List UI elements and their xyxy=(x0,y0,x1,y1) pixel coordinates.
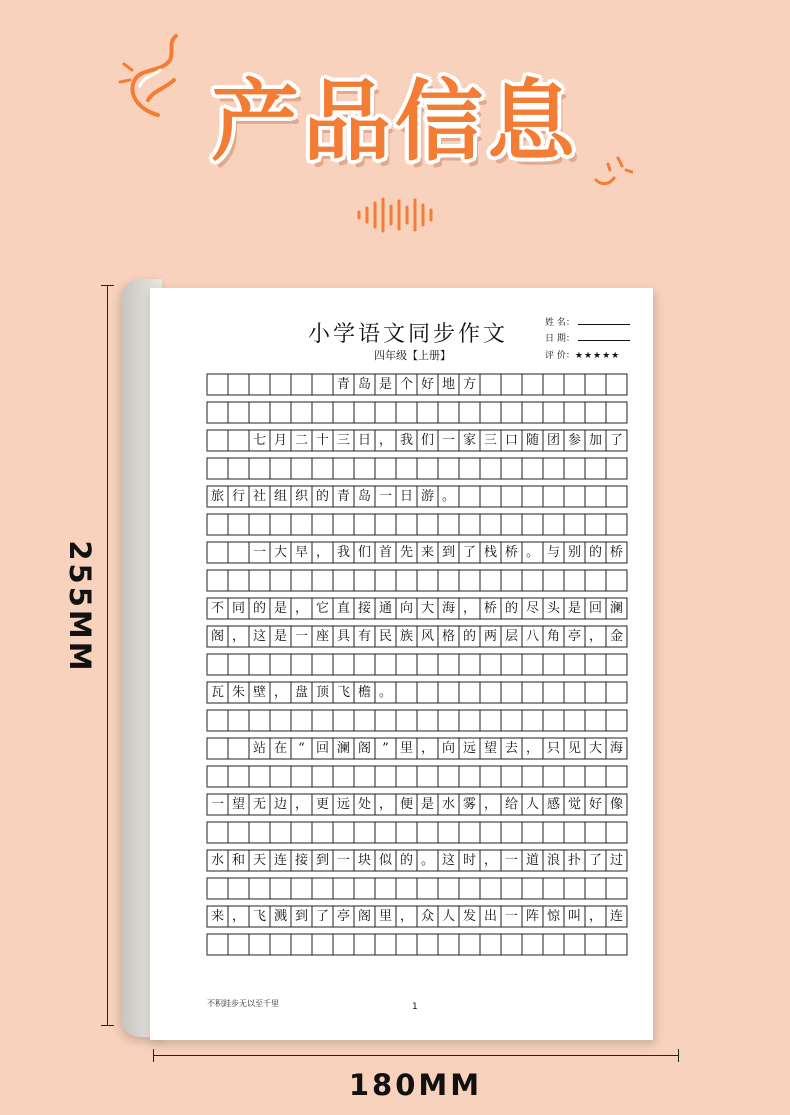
grid-cell-char: 更 xyxy=(315,797,329,812)
composition-paper xyxy=(150,288,653,1040)
grid-cell-char: 接 xyxy=(357,601,371,616)
grid-cell-char: 岛 xyxy=(357,489,371,504)
grid-cell-char: 回 xyxy=(315,741,329,756)
grid-cell-char: 飞 xyxy=(252,909,266,924)
grid-cell-char: ， xyxy=(462,601,476,616)
grid-cell-char: 一 xyxy=(441,433,455,448)
grid-cell-char: 水 xyxy=(441,797,455,812)
grid-cell-char: 的 xyxy=(399,853,413,868)
grid-cell-char: 八 xyxy=(525,629,539,644)
grid-cell-char: 的 xyxy=(588,545,602,560)
grid-cell-char: 日 xyxy=(399,489,413,504)
grid-cell-char: 社 xyxy=(252,489,266,504)
grid-cell-char: 桥 xyxy=(483,601,497,616)
grid-cell-char: 头 xyxy=(546,601,560,616)
grid-cell-char: 这 xyxy=(252,629,266,644)
grid-cell-char: 众 xyxy=(420,909,434,924)
grid-cell-char: 。 xyxy=(525,545,539,560)
grid-cell-char: 一 xyxy=(210,797,224,812)
grid-cell-char: 浪 xyxy=(546,853,560,868)
grid-cell-char: 我 xyxy=(399,433,413,448)
grid-cell-char: 到 xyxy=(441,545,455,560)
grid-cell-char: 织 xyxy=(294,489,308,504)
grid-cell-char: 的 xyxy=(504,601,518,616)
grid-cell-char: 向 xyxy=(441,741,455,756)
grid-cell-char: 与 xyxy=(546,545,560,560)
page-number: 1 xyxy=(412,1002,418,1012)
height-dimension-cap-top xyxy=(101,285,114,286)
grid-cell-char: 风 xyxy=(420,629,434,644)
grid-cell-char: 有 xyxy=(357,629,371,644)
grid-cell-char: 组 xyxy=(273,489,287,504)
grid-cell-char: 觉 xyxy=(567,797,581,812)
grid-cell-char: 盘 xyxy=(294,685,308,700)
grid-cell-char: 道 xyxy=(525,853,539,868)
grid-cell-char: 在 xyxy=(273,741,287,756)
grid-cell-char: 不 xyxy=(210,601,224,616)
grid-cell-char: 口 xyxy=(504,433,518,448)
grid-cell-char: 族 xyxy=(399,629,413,644)
grid-cell-char: ， xyxy=(378,797,392,812)
grid-cell-char: 发 xyxy=(462,909,476,924)
grid-cell-char: 一 xyxy=(378,489,392,504)
grid-cell-char: ， xyxy=(525,741,539,756)
grid-cell-char: 檐 xyxy=(357,685,371,700)
grid-cell-char: 旅 xyxy=(210,489,224,504)
grid-cell-char: 海 xyxy=(441,601,455,616)
grid-cell-char: ， xyxy=(399,909,413,924)
grid-cell-char: 望 xyxy=(231,797,245,812)
grid-cell-char: 澜 xyxy=(609,601,623,616)
grid-cell-char: 大 xyxy=(420,601,434,616)
grid-cell-char: 直 xyxy=(336,601,350,616)
grid-cell-char: 壁 xyxy=(252,685,266,700)
grid-cell-char: 水 xyxy=(210,853,224,868)
grid-cell-char: 溅 xyxy=(273,909,287,924)
grid-cell-char: 人 xyxy=(441,909,455,924)
grid-cell-char: 大 xyxy=(588,741,602,756)
grid-cell-char: 了 xyxy=(588,853,602,868)
grid-cell-char: 层 xyxy=(504,629,518,644)
grid-cell-char: 一 xyxy=(504,909,518,924)
grid-cell-char: 望 xyxy=(483,741,497,756)
grid-cell-char: 瓦 xyxy=(210,685,224,700)
grid-cell-char: 似 xyxy=(378,853,392,868)
grid-cell-char: 阁 xyxy=(357,909,371,924)
footer-motto: 不积跬步无以至千里 xyxy=(207,999,279,1008)
grid-cell-char: ， xyxy=(483,853,497,868)
grid-cell-char: 便 xyxy=(399,797,413,812)
grid-cell-char: 是 xyxy=(378,377,392,392)
grid-cell-char: ， xyxy=(273,685,287,700)
grid-cell-char: 。 xyxy=(441,489,455,504)
grid-cell-char: 好 xyxy=(588,797,602,812)
grid-cell-char: 里 xyxy=(399,741,413,756)
grid-cell-char: 亭 xyxy=(567,629,581,644)
grid-cell-char: ， xyxy=(294,601,308,616)
grid-cell-char: 远 xyxy=(336,797,350,812)
grid-cell-char: 海 xyxy=(609,741,623,756)
grid-cell-char: “ xyxy=(298,741,305,756)
grid-cell-char: 扑 xyxy=(567,853,581,868)
grid-cell-char: ， xyxy=(588,909,602,924)
grid-cell-char: 民 xyxy=(378,629,392,644)
grid-cell-char: 具 xyxy=(336,629,350,644)
grid-cell-char: 同 xyxy=(231,601,245,616)
grid-cell-char: 参 xyxy=(567,433,581,448)
grid-cell-char: 回 xyxy=(588,601,602,616)
grid-cell-char: 一 xyxy=(336,853,350,868)
grid-cell-char: 的 xyxy=(252,601,266,616)
height-dimension-line xyxy=(107,285,108,1025)
grid-cell-char: 惊 xyxy=(546,909,560,924)
grid-cell-char: 澜 xyxy=(336,741,350,756)
grid-cell-char: 边 xyxy=(273,797,287,812)
height-dimension-cap-bottom xyxy=(101,1025,114,1026)
grid-cell-char: 顶 xyxy=(315,685,329,700)
grid-cell-char: 二 xyxy=(294,433,308,448)
grid-cell-char: 栈 xyxy=(483,545,497,560)
grid-cell-char: 的 xyxy=(462,629,476,644)
grid-cell-char: 桥 xyxy=(609,545,623,560)
grid-cell-char: 时 xyxy=(462,853,476,868)
grid-cell-char: 块 xyxy=(357,853,371,868)
grid-cell-char: 团 xyxy=(546,433,560,448)
grid-cell-char: 角 xyxy=(546,629,560,644)
grid-cell-char: 青 xyxy=(336,377,350,392)
grid-cell-char: 七 xyxy=(252,433,266,448)
grid-cell-char: 一 xyxy=(252,545,266,560)
grid-cell-char: 。 xyxy=(420,853,434,868)
grid-cell-char: 是 xyxy=(567,601,581,616)
document-title: 小学语文同步作文 xyxy=(308,322,509,347)
grid-cell-char: 连 xyxy=(609,909,623,924)
grid-cell-char: 别 xyxy=(567,545,581,560)
grid-cell-char: 到 xyxy=(315,853,329,868)
grid-cell-char: 见 xyxy=(567,741,581,756)
grid-cell-char: 感 xyxy=(546,797,560,812)
grid-cell-char: 们 xyxy=(420,433,434,448)
grid-cell-char: 随 xyxy=(525,433,539,448)
grid-cell-char: 站 xyxy=(252,741,266,756)
grid-cell-char: ， xyxy=(483,797,497,812)
width-dimension-cap-left xyxy=(153,1049,154,1062)
grid-cell-char: 天 xyxy=(252,853,266,868)
grid-cell-char: 家 xyxy=(462,433,476,448)
rating-stars: ★★★★★ xyxy=(574,351,621,361)
grid-cell-char: 阁 xyxy=(210,629,224,644)
grid-cell-char: 两 xyxy=(483,629,497,644)
grid-cell-char: 向 xyxy=(399,601,413,616)
grid-cell-char: 一 xyxy=(294,629,308,644)
grid-cell-char: 飞 xyxy=(336,685,350,700)
grid-cell-char: 是 xyxy=(420,797,434,812)
grid-cell-char: 来 xyxy=(420,545,434,560)
grid-cell-char: 叫 xyxy=(567,909,581,924)
grid-cell-char: 无 xyxy=(252,797,266,812)
grid-cell-char: 处 xyxy=(357,797,371,812)
grid-cell-char: 给 xyxy=(504,797,518,812)
grid-cell-char: 首 xyxy=(378,545,392,560)
grid-cell-char: 通 xyxy=(378,601,392,616)
sound-wave-icon xyxy=(355,195,439,235)
grid-cell-char: 和 xyxy=(231,853,245,868)
grid-cell-char: 是 xyxy=(273,601,287,616)
grid-cell-char: 阁 xyxy=(357,741,371,756)
grid-cell-char: 月 xyxy=(273,433,287,448)
grid-cell-char: 这 xyxy=(441,853,455,868)
grid-cell-char: 格 xyxy=(441,629,455,644)
grid-cell-char: 好 xyxy=(420,377,434,392)
grid-cell-char: 人 xyxy=(525,797,539,812)
grid-cell-char: 阵 xyxy=(525,909,539,924)
grid-cell-char: 过 xyxy=(609,853,623,868)
width-dimension-cap-right xyxy=(678,1049,679,1062)
grid-cell-char: 座 xyxy=(315,629,329,644)
grid-cell-char: 地 xyxy=(441,377,455,392)
rating-label: 评 价： xyxy=(545,351,575,361)
grid-cell-char: ， xyxy=(378,433,392,448)
grid-cell-char: 们 xyxy=(357,545,371,560)
grid-lines xyxy=(150,288,653,1040)
grid-cell-char: 游 xyxy=(420,489,434,504)
grid-cell-char: 它 xyxy=(315,601,329,616)
width-dimension-label: 180MM xyxy=(348,1068,483,1102)
grid-cell-char: 日 xyxy=(357,433,371,448)
grid-cell-char: 到 xyxy=(294,909,308,924)
grid-cell-char: 桥 xyxy=(504,545,518,560)
grid-cell-char: 了 xyxy=(315,909,329,924)
grid-cell-char: 我 xyxy=(336,545,350,560)
grid-cell-char: 远 xyxy=(462,741,476,756)
grid-cell-char: 接 xyxy=(294,853,308,868)
grid-cell-char: 岛 xyxy=(357,377,371,392)
grid-cell-char: 一 xyxy=(504,853,518,868)
grid-cell-char: 朱 xyxy=(231,685,245,700)
grid-cell-char: 来 xyxy=(210,909,224,924)
grid-cell-char: 雾 xyxy=(462,797,476,812)
grid-cell-char: 尽 xyxy=(525,601,539,616)
grid-cell-char: 。 xyxy=(378,685,392,700)
grid-cell-char: 出 xyxy=(483,909,497,924)
grid-cell-char: 亭 xyxy=(336,909,350,924)
grid-cell-char: ， xyxy=(588,629,602,644)
grid-cell-char: 先 xyxy=(399,545,413,560)
grid-cell-char: ， xyxy=(231,909,245,924)
grid-cell-char: ， xyxy=(420,741,434,756)
grid-cell-char: 是 xyxy=(273,629,287,644)
grid-cell-char: 三 xyxy=(483,433,497,448)
grid-cell-char: ， xyxy=(294,797,308,812)
grid-cell-char: ， xyxy=(315,545,329,560)
grid-cell-char: 去 xyxy=(504,741,518,756)
grid-cell-char: 里 xyxy=(378,909,392,924)
document-subtitle: 四年级【上册】 xyxy=(374,349,451,362)
date-label: 日 期： xyxy=(545,334,575,344)
grid-cell-char: 行 xyxy=(231,489,245,504)
grid-cell-char: 了 xyxy=(462,545,476,560)
grid-cell-char: 像 xyxy=(609,797,623,812)
grid-cell-char: ， xyxy=(231,629,245,644)
grid-cell-char: 个 xyxy=(399,377,413,392)
grid-cell-char: 的 xyxy=(315,489,329,504)
banner-title: 产品信息 xyxy=(210,70,579,173)
grid-cell-char: ” xyxy=(382,741,389,756)
grid-cell-char: 三 xyxy=(336,433,350,448)
grid-cell-char: 方 xyxy=(462,377,476,392)
grid-cell-char: 金 xyxy=(609,629,623,644)
grid-cell-char: 青 xyxy=(336,489,350,504)
grid-cell-char: 了 xyxy=(609,433,623,448)
grid-cell-char: 早 xyxy=(294,545,308,560)
grid-cell-char: 大 xyxy=(273,545,287,560)
width-dimension-line xyxy=(153,1055,678,1056)
height-dimension-label: 255MM xyxy=(63,540,97,674)
grid-cell-char: 加 xyxy=(588,433,602,448)
grid-cell-char: 只 xyxy=(546,741,560,756)
grid-cell-char: 十 xyxy=(315,433,329,448)
grid-cell-char: 连 xyxy=(273,853,287,868)
name-label: 姓 名： xyxy=(545,318,575,328)
writing-grid xyxy=(150,288,653,1040)
